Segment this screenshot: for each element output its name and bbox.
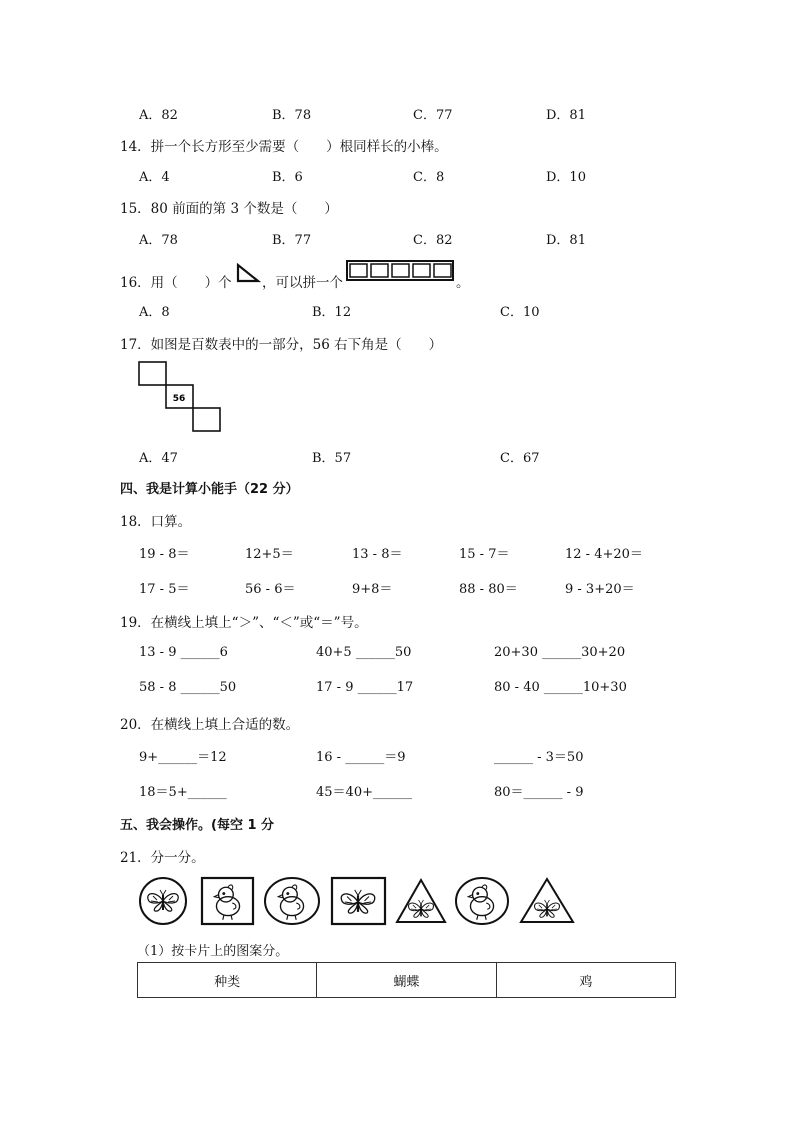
q19-r2-c3: 80 - 40 ______10+30 [494,680,627,695]
question-16-part1: 16．用（ ）个 [120,275,232,291]
five-squares-icon [346,260,456,282]
q18-r1-c4: 15 - 7＝ [459,547,510,562]
q18-r1-c5: 12 - 4+20＝ [565,547,643,562]
q13-option-d: D．81 [546,108,586,123]
q15-option-b: B．77 [272,233,312,248]
hundred-chart-fragment [137,360,223,436]
card-butterfly-triangle-1 [397,880,445,922]
q13-option-b: B．78 [272,108,312,123]
q17-option-c: C．67 [500,451,540,466]
card-butterfly-circle-1 [140,878,186,924]
q16-option-c: C．10 [500,305,540,320]
question-14: 14．拼一个长方形至少需要（ ）根同样长的小棒。 [120,139,448,155]
table-header-butterfly: 蝴蝶 [317,963,496,998]
section-5-title: 五、我会操作。(每空 1 分 [120,818,275,833]
q18-r1-c2: 12+5＝ [245,547,294,562]
q13-option-a: A．82 [139,108,178,123]
q17-option-b: B．57 [312,451,352,466]
table-header-chicken: 鸡 [496,963,675,998]
q19-r1-c2: 40+5 ______50 [316,645,412,660]
q20-r2-c2: 45＝40+______ [316,785,412,800]
question-16-part2: ，可以拼一个 [262,275,343,291]
question-15: 15．80 前面的第 3 个数是（ ） [120,201,338,217]
question-16-part3: 。 [456,275,470,291]
card-chick-circle-1 [265,878,319,924]
q18-r2-c1: 17 - 5＝ [139,582,190,597]
grid-cell-56: 56 [172,394,186,404]
table-header-category: 种类 [138,963,317,998]
q15-option-d: D．81 [546,233,586,248]
q20-r2-c1: 18＝5+______ [139,785,227,800]
q20-r1-c3: ______ - 3＝50 [494,750,584,765]
q16-option-b: B．12 [312,305,352,320]
q14-option-b: B．6 [272,170,303,185]
picture-cards [137,876,587,928]
q17-option-a: A．47 [139,451,178,466]
triangle-stick-icon [234,262,262,284]
card-butterfly-triangle-2 [521,879,573,922]
q15-option-a: A．78 [139,233,178,248]
q19-r1-c3: 20+30 ______30+20 [494,645,626,660]
card-butterfly-square-1 [332,878,385,924]
q19-r2-c2: 17 - 9 ______17 [316,680,414,695]
q20-r1-c1: 9+______＝12 [139,750,227,765]
q14-option-d: D．10 [546,170,586,185]
q18-r2-c3: 9+8＝ [352,582,393,597]
q18-r1-c3: 13 - 8＝ [352,547,403,562]
q19-r1-c1: 13 - 9 ______6 [139,645,228,660]
q19-r2-c1: 58 - 8 ______50 [139,680,237,695]
q14-option-a: A．4 [139,170,170,185]
q18-r2-c2: 56 - 6＝ [245,582,296,597]
question-20: 20．在横线上填上合适的数。 [120,717,300,733]
question-21: 21．分一分。 [120,850,205,866]
q16-option-a: A．8 [139,305,170,320]
question-18: 18．口算。 [120,514,192,530]
card-chick-circle-2 [456,878,508,924]
sorting-table [137,962,676,998]
q13-option-c: C．77 [413,108,453,123]
q20-r2-c3: 80＝______ - 9 [494,785,584,800]
question-17: 17．如图是百数表中的一部分，56 右下角是（ ） [120,337,443,353]
question-19: 19．在横线上填上“＞”、“＜”或“＝”号。 [120,615,368,631]
q20-r1-c2: 16 - ______＝9 [316,750,406,765]
q18-r2-c4: 88 - 80＝ [459,582,518,597]
q15-option-c: C．82 [413,233,453,248]
section-4-title: 四、我是计算小能手（22 分） [120,482,299,497]
card-chick-square-1 [202,878,253,924]
q18-r1-c1: 19 - 8＝ [139,547,190,562]
q14-option-c: C．8 [413,170,445,185]
q21-sub-question-1: （1）按卡片上的图案分。 [137,944,289,959]
q18-r2-c5: 9 - 3+20＝ [565,582,635,597]
